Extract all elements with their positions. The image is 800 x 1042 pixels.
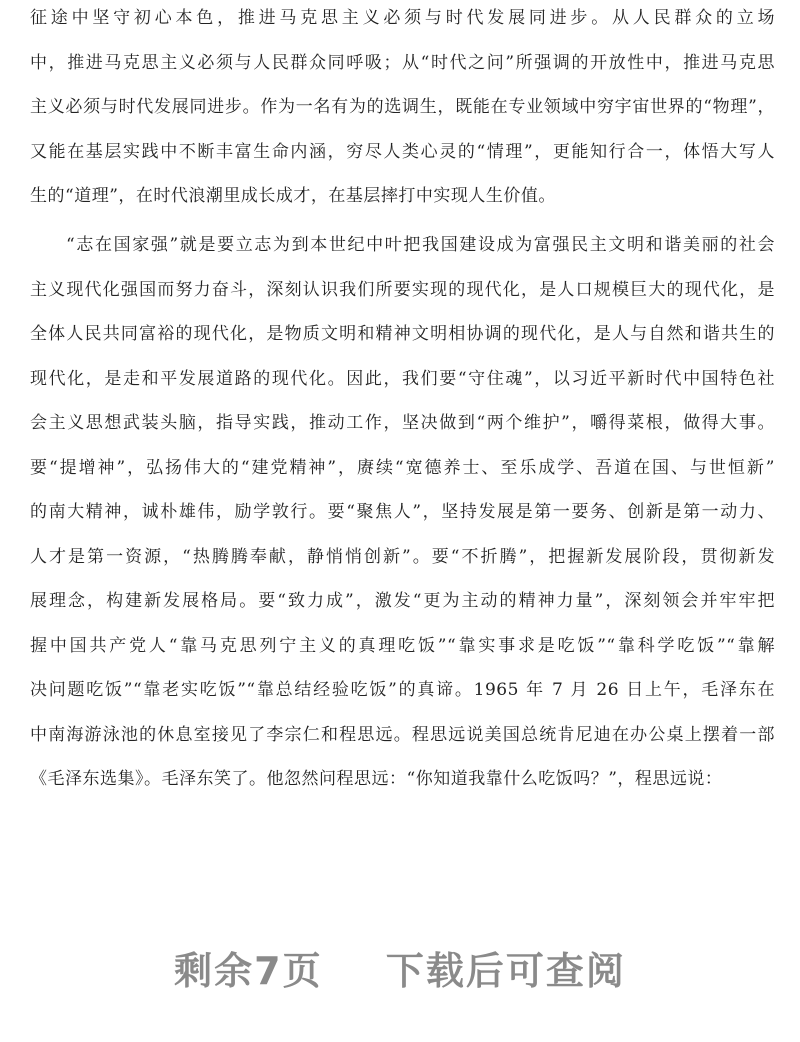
remaining-pages-notice[interactable]: [0, 940, 800, 995]
text-line: 现代化，是走和平发展道路的现代化。因此，我们要“守住魂”，以习近平新时代中国特色社: [30, 368, 775, 389]
text-line: 中，推进马克思主义必须与人民群众同呼吸；从“时代之问”所强调的开放性中，推进马克思: [30, 52, 775, 73]
remaining-pages-label[interactable]: 剩余7页: [174, 949, 323, 993]
text-line: 主义现代化强国而努力奋斗，深刻认识我们所要实现的现代化，是人口规模巨大的现代化，是: [30, 279, 775, 300]
text-line: 的南大精神，诚朴雄伟，励学敦行。要“聚焦人”，坚持发展是第一要务、创新是第一动力、: [30, 502, 775, 522]
text-line: 展理念，构建新发展格局。要“致力成”，激发“更为主动的精神力量”，深刻领会并牢牢把: [30, 591, 775, 611]
text-line: 主义必须与时代发展同进步。作为一名有为的选调生，既能在专业领域中穷宇宙世界的“物理”，: [30, 97, 775, 117]
text-line: 要“提增神”，弘扬伟大的“建党精神”，赓续“宽德养士、至乐成学、吾道在国、与世恒新”: [30, 457, 775, 478]
text-line: 征途中坚守初心本色，推进马克思主义必须与时代发展同进步。从人民群众的立场: [30, 8, 775, 28]
text-line: 又能在基层实践中不断丰富生命内涵，穷尽人类心灵的“情理”，更能知行合一，体悟大写人: [30, 141, 775, 162]
text-line: 会主义思想武装头脑，指导实践，推动工作，坚决做到“两个维护”，嚼得菜根，做得大事。: [30, 413, 775, 433]
text-line: 中南海游泳池的休息室接见了李宗仁和程思远。程思远说美国总统肯尼迪在办公桌上摆着一部: [30, 724, 775, 745]
text-line: “志在国家强”就是要立志为到本世纪中叶把我国建设成为富强民主文明和谐美丽的社会: [66, 235, 775, 255]
text-line: 生的“道理”，在时代浪潮里成长成才，在基层摔打中实现人生价值。: [30, 186, 556, 206]
text-line: 全体人民共同富裕的现代化，是物质文明和精神文明相协调的现代化，是人与自然和谐共生的: [30, 324, 775, 344]
text-line: 握中国共产党人“靠马克思列宁主义的真理吃饭”“靠实事求是吃饭”“靠科学吃饭”“靠解: [30, 635, 775, 656]
paragraph-2: [30, 223, 775, 802]
text-line: 《毛泽东选集》。毛泽东笑了。他忽然问程思远：“你知道我靠什么吃饭吗？”，程思远说：: [30, 769, 723, 789]
text-line: 人才是第一资源，“热腾腾奉献，静悄悄创新”。要“不折腾”，把握新发展阶段，贯彻新发: [30, 546, 775, 567]
download-to-read-label[interactable]: 下载后可查阅: [385, 949, 626, 993]
text-line: 决问题吃饭”“靠老实吃饭”“靠总结经验吃饭”的真谛。1965 年 7 月 26 日上午，毛泽东在: [30, 680, 775, 700]
paragraph-1: [30, 0, 775, 219]
